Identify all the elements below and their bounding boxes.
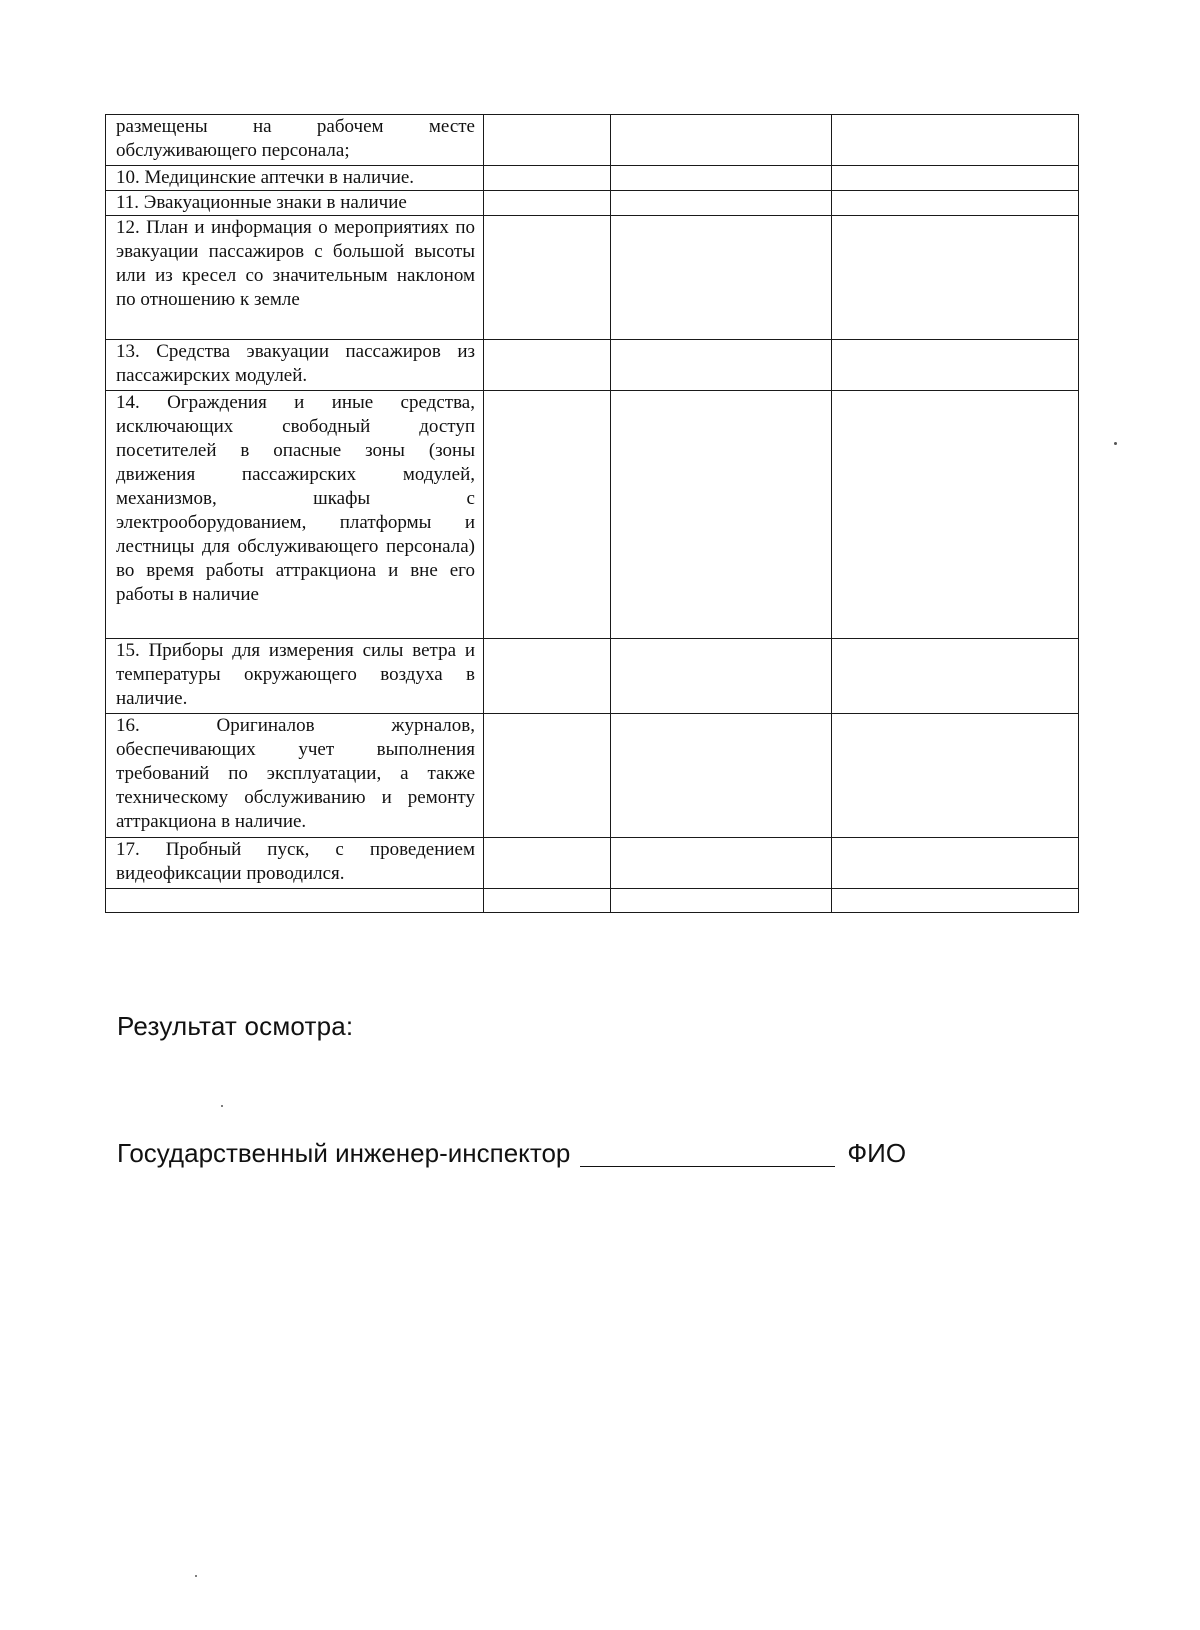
table-row xyxy=(106,340,1079,391)
checklist-item-text: 16. Оригиналов журналов, обеспечивающих учет выполнения требований по эксплуатации, а также техническому обслуживанию и ремонту аттракциона в наличие. xyxy=(106,714,484,838)
table-cell xyxy=(832,639,1079,714)
table-row xyxy=(106,115,1079,166)
table-cell xyxy=(832,115,1079,166)
checklist-item-text xyxy=(106,889,484,913)
table-cell xyxy=(832,166,1079,191)
table-row xyxy=(106,166,1079,191)
table-cell xyxy=(832,191,1079,216)
table-row xyxy=(106,889,1079,913)
table-cell xyxy=(832,391,1079,639)
inspection-checklist-table xyxy=(105,114,1079,913)
scan-speck xyxy=(221,1105,223,1107)
checklist-item-text: 15. Приборы для измерения силы ветра и температуры окружающего воздуха в наличие. xyxy=(106,639,484,714)
table-cell xyxy=(611,391,832,639)
checklist-item-text: 11. Эвакуационные знаки в наличие xyxy=(106,191,484,216)
table-cell xyxy=(611,115,832,166)
table-cell xyxy=(832,216,1079,340)
table-cell xyxy=(484,391,611,639)
table-cell xyxy=(484,115,611,166)
table-row xyxy=(106,714,1079,838)
table-cell xyxy=(832,340,1079,391)
signature-block xyxy=(117,1137,906,1169)
table-cell xyxy=(832,714,1079,838)
table-cell xyxy=(611,191,832,216)
inspector-name-placeholder: ФИО xyxy=(847,1138,907,1168)
checklist-item-text: размещены на рабочем месте обслуживающего персонала; xyxy=(106,115,484,166)
table-cell xyxy=(611,714,832,838)
checklist-item-text: 12. План и информация о мероприятиях по эвакуации пассажиров с большой высоты или из кресел со значительным наклоном по отношению к земле xyxy=(106,216,484,340)
table-cell xyxy=(611,889,832,913)
table-cell xyxy=(484,639,611,714)
table-cell xyxy=(484,191,611,216)
table-cell xyxy=(484,216,611,340)
table-cell xyxy=(484,340,611,391)
checklist-item-text: 17. Пробный пуск, с проведением видеофиксации проводился. xyxy=(106,838,484,889)
scan-speck xyxy=(1114,442,1117,445)
inspector-title: Государственный инженер-инспектор xyxy=(117,1138,571,1168)
table-cell xyxy=(611,639,832,714)
checklist-item-text: 13. Средства эвакуации пассажиров из пассажирских модулей. xyxy=(106,340,484,391)
table-cell xyxy=(484,838,611,889)
table-cell xyxy=(484,714,611,838)
table-row xyxy=(106,639,1079,714)
table-row xyxy=(106,391,1079,639)
table-cell xyxy=(611,838,832,889)
signature-blank-line xyxy=(580,1140,835,1167)
table-cell xyxy=(611,216,832,340)
scan-speck xyxy=(195,1575,197,1577)
table-row xyxy=(106,838,1079,889)
checklist-item-text: 14. Ограждения и иные средства, исключающих свободный доступ посетителей в опасные зоны (зоны движения пассажирских модулей, механизмов, шкафы с электрооборудованием, платформы и лестницы для обслуживающего персонала) во время работы аттракциона и вне его работы в наличие xyxy=(106,391,484,639)
table-cell xyxy=(611,166,832,191)
table-row xyxy=(106,216,1079,340)
table-cell xyxy=(484,166,611,191)
table-cell xyxy=(832,889,1079,913)
table-row xyxy=(106,191,1079,216)
inspection-result-label: Результат осмотра: xyxy=(117,1011,354,1041)
table-cell xyxy=(832,838,1079,889)
checklist-item-text: 10. Медицинские аптечки в наличие. xyxy=(106,166,484,191)
table-cell xyxy=(484,889,611,913)
table-cell xyxy=(611,340,832,391)
